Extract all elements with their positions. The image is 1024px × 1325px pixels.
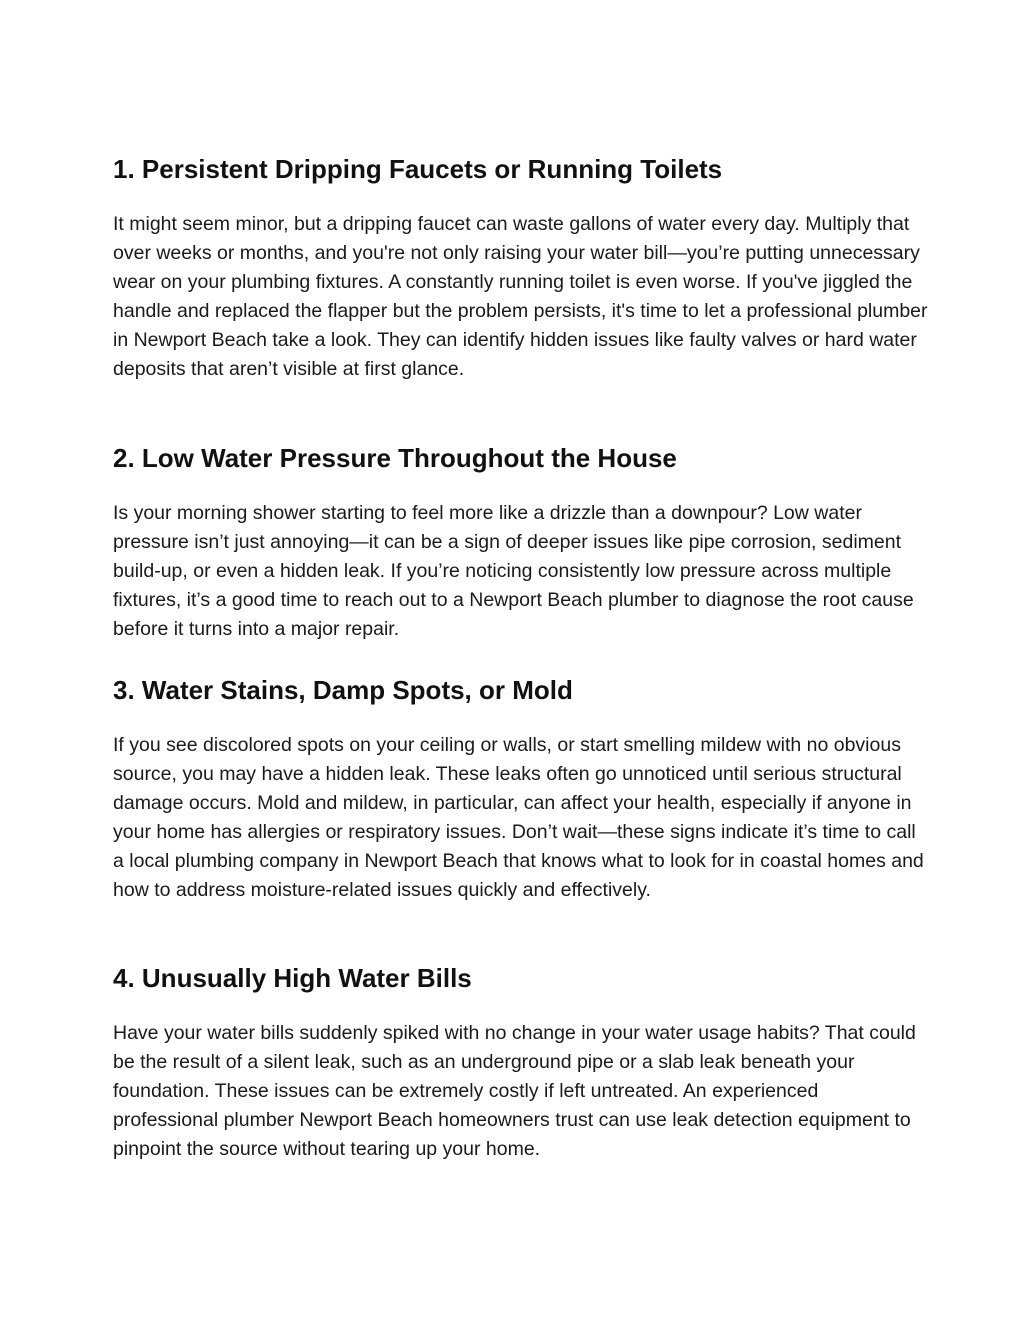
section-dripping-faucets (113, 153, 933, 380)
section-heading: 4. Unusually High Water Bills (113, 963, 472, 993)
section-high-water-bills (113, 962, 933, 1160)
section-heading: 1. Persistent Dripping Faucets or Running Toilets (113, 154, 723, 184)
section-water-stains (113, 674, 933, 901)
section-low-water-pressure (113, 442, 933, 640)
section-body: Have your water bills suddenly spiked with no change in your water usage habits? That could be the result of a silent leak, such as an underground pipe or a slab leak beneath your foundation. These issues can be extremely costly if left untreated. An experienced professional plumber Newport Beach homeowners trust can use leak detection equipment to pinpoint the source without tearing up your home. (113, 1022, 916, 1160)
section-heading: 2. Low Water Pressure Throughout the House (113, 443, 677, 473)
section-body: If you see discolored spots on your ceiling or walls, or start smelling mildew with no obvious source, you may have a hidden leak. These leaks often go unnoticed until serious structural damage occurs. Mold and mildew, in particular, can affect your health, especially if anyone in your home has allergies or respiratory issues. Don’t wait—these signs indicate it’s time to call a local plumbing company in Newport Beach that knows what to look for in coastal homes and how to address moisture-related issues quickly and effectively. (113, 734, 924, 901)
section-heading: 3. Water Stains, Damp Spots, or Mold (113, 675, 573, 705)
section-body: It might seem minor, but a dripping faucet can waste gallons of water every day. Multiply that over weeks or months, and you're not only raising your water bill—you’re putting unnecessary wear on your plumbing fixtures. A constantly running toilet is even worse. If you've jiggled the handle and replaced the flapper but the problem persists, it's time to let a professional plumber in Newport Beach take a look. They can identify hidden issues like faulty valves or hard water deposits that aren’t visible at first glance. (113, 213, 928, 380)
section-body: Is your morning shower starting to feel more like a drizzle than a downpour? Low water pressure isn’t just annoying—it can be a sign of deeper issues like pipe corrosion, sediment build-up, or even a hidden leak. If you’re noticing consistently low pressure across multiple fixtures, it’s a good time to reach out to a Newport Beach plumber to diagnose the root cause before it turns into a major repair. (113, 502, 914, 640)
